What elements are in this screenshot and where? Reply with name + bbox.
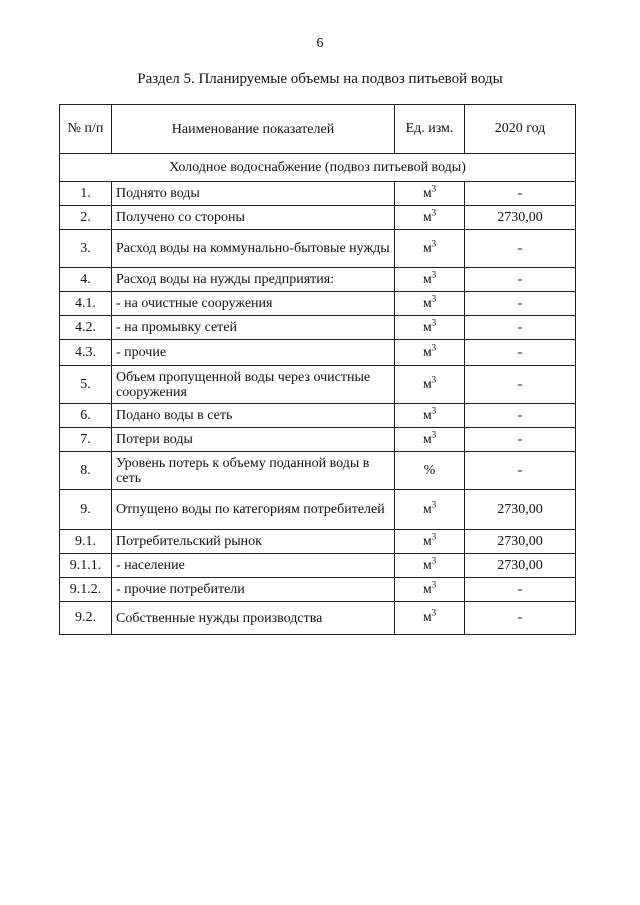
row-num xyxy=(60,316,112,340)
row-value-text: - xyxy=(517,431,523,447)
row-num xyxy=(60,452,112,490)
table-row xyxy=(60,404,576,428)
row-unit-text: м xyxy=(422,431,432,447)
row-name xyxy=(112,602,395,635)
row-num xyxy=(60,404,112,428)
row-unit xyxy=(395,578,465,602)
row-value xyxy=(465,490,576,530)
group-label: Холодное водоснабжение (подвоз питьевой воды) xyxy=(60,154,576,182)
row-value-text: - xyxy=(517,344,523,360)
row-name-text: Получено со стороны xyxy=(116,210,245,225)
table-row xyxy=(60,452,576,490)
row-unit-text: м xyxy=(422,240,432,256)
table-row xyxy=(60,578,576,602)
unit-superscript: 3 xyxy=(431,554,437,565)
row-name-text: Потери воды xyxy=(116,432,193,447)
row-name xyxy=(112,428,395,452)
row-value xyxy=(465,182,576,206)
row-value xyxy=(465,230,576,268)
row-num-text: 4.3. xyxy=(75,344,96,360)
row-name xyxy=(112,230,395,268)
section-title: Раздел 5. Планируемые объемы на подвоз питьевой воды xyxy=(137,71,503,87)
unit-superscript: 3 xyxy=(431,206,437,217)
row-name xyxy=(112,182,395,206)
row-name xyxy=(112,316,395,340)
row-unit-text: м xyxy=(422,610,432,625)
row-unit-text: м xyxy=(422,185,432,201)
row-num-text: 9.1.2. xyxy=(69,581,102,597)
row-name-text: - прочие xyxy=(116,345,167,360)
row-unit xyxy=(395,268,465,292)
unit-superscript: 3 xyxy=(431,530,437,541)
row-num-text: 6. xyxy=(80,407,91,423)
row-name-text: Расход воды на коммунально-бытовые нужды xyxy=(116,241,390,256)
group-row xyxy=(60,154,576,182)
row-value-text: 2730,00 xyxy=(497,557,543,573)
row-unit-text: % xyxy=(423,462,436,478)
row-unit xyxy=(395,206,465,230)
row-unit xyxy=(395,404,465,428)
row-name xyxy=(112,366,395,404)
table-row xyxy=(60,366,576,404)
row-num xyxy=(60,490,112,530)
row-unit xyxy=(395,230,465,268)
unit-superscript: 3 xyxy=(431,428,437,439)
table-row xyxy=(60,530,576,554)
row-value xyxy=(465,602,576,635)
row-num-text: 7. xyxy=(80,431,91,447)
table-header-row xyxy=(60,105,576,154)
row-unit-text: м xyxy=(422,319,432,335)
header-year: 2020 год xyxy=(465,105,576,154)
row-name-text: Поднято воды xyxy=(116,186,200,201)
row-value xyxy=(465,340,576,366)
row-unit-text: м xyxy=(422,271,432,287)
unit-superscript: 3 xyxy=(431,404,437,415)
row-name-text: Уровень потерь к объему поданной воды в сеть xyxy=(116,455,370,486)
row-name-text: Расход воды на нужды предприятия: xyxy=(116,272,335,287)
table-row xyxy=(60,292,576,316)
row-name xyxy=(112,554,395,578)
row-num xyxy=(60,366,112,404)
row-value xyxy=(465,292,576,316)
row-value-text: 2730,00 xyxy=(497,209,543,225)
row-num xyxy=(60,206,112,230)
row-unit xyxy=(395,554,465,578)
row-num xyxy=(60,292,112,316)
row-name-text: - население xyxy=(116,558,185,573)
row-name xyxy=(112,578,395,602)
row-unit-text: м xyxy=(422,581,432,597)
row-value xyxy=(465,452,576,490)
row-unit-text: м xyxy=(422,557,432,573)
row-value-text: - xyxy=(517,185,523,201)
row-name xyxy=(112,490,395,530)
row-name-text: Потребительский рынок xyxy=(116,534,262,549)
row-unit-text: м xyxy=(422,209,432,225)
row-value xyxy=(465,206,576,230)
row-name xyxy=(112,452,395,490)
row-num xyxy=(60,182,112,206)
table-row xyxy=(60,268,576,292)
row-value-text: 2730,00 xyxy=(497,533,543,549)
unit-superscript: 3 xyxy=(431,268,437,279)
volumes-table xyxy=(59,104,576,635)
row-num-text: 9.2. xyxy=(75,610,96,625)
row-name-text: - на промывку сетей xyxy=(116,320,237,335)
table-row xyxy=(60,428,576,452)
row-num-text: 4.1. xyxy=(75,295,96,311)
unit-superscript: 3 xyxy=(431,237,437,248)
row-num-text: 4. xyxy=(80,271,91,287)
row-name-text: - прочие потребители xyxy=(116,582,245,597)
table-row xyxy=(60,206,576,230)
row-unit xyxy=(395,366,465,404)
row-unit xyxy=(395,340,465,366)
row-unit xyxy=(395,602,465,635)
row-name xyxy=(112,404,395,428)
row-value xyxy=(465,404,576,428)
header-num: № п/п xyxy=(60,105,112,154)
row-value-text: - xyxy=(517,376,523,392)
unit-superscript: 3 xyxy=(431,373,437,384)
row-num-text: 5. xyxy=(80,376,91,392)
row-unit xyxy=(395,182,465,206)
row-unit xyxy=(395,530,465,554)
row-unit xyxy=(395,292,465,316)
row-num xyxy=(60,428,112,452)
row-num-text: 2. xyxy=(80,209,91,225)
row-num xyxy=(60,578,112,602)
row-num-text: 1. xyxy=(80,185,91,201)
table-row xyxy=(60,602,576,635)
table-row xyxy=(60,182,576,206)
row-value xyxy=(465,268,576,292)
table-row xyxy=(60,316,576,340)
row-value-text: - xyxy=(517,610,523,625)
header-unit: Ед. изм. xyxy=(395,105,465,154)
row-name-text: Объем пропущенной воды через очистные сооружения xyxy=(116,369,371,400)
unit-superscript: 3 xyxy=(431,498,437,509)
row-value-text: - xyxy=(517,240,523,256)
row-value-text: - xyxy=(517,581,523,597)
row-num xyxy=(60,340,112,366)
row-num xyxy=(60,602,112,635)
row-name xyxy=(112,340,395,366)
unit-superscript: 3 xyxy=(431,316,437,327)
row-num-text: 3. xyxy=(80,240,91,256)
row-num-text: 8. xyxy=(80,462,91,478)
row-value xyxy=(465,554,576,578)
row-value-text: - xyxy=(517,271,523,287)
row-num xyxy=(60,530,112,554)
table-row xyxy=(60,230,576,268)
row-unit-text: м xyxy=(422,501,432,517)
row-num-text: 9. xyxy=(80,501,91,517)
row-name-text: Подано воды в сеть xyxy=(116,408,233,423)
row-num-text: 4.2. xyxy=(75,319,96,335)
row-name-text: - на очистные сооружения xyxy=(116,296,273,311)
unit-superscript: 3 xyxy=(431,607,437,618)
table-row xyxy=(60,490,576,530)
row-unit-text: м xyxy=(422,533,432,549)
row-unit-text: м xyxy=(422,376,432,392)
row-value-text: - xyxy=(517,295,523,311)
row-num-text: 9.1. xyxy=(75,533,96,549)
row-num xyxy=(60,230,112,268)
row-unit xyxy=(395,428,465,452)
unit-superscript: 3 xyxy=(431,341,437,352)
row-value xyxy=(465,578,576,602)
row-name xyxy=(112,530,395,554)
row-value xyxy=(465,428,576,452)
row-num xyxy=(60,554,112,578)
row-name xyxy=(112,206,395,230)
row-num xyxy=(60,268,112,292)
row-unit xyxy=(395,316,465,340)
unit-superscript: 3 xyxy=(431,292,437,303)
page-number: 6 xyxy=(316,36,324,51)
table-row xyxy=(60,554,576,578)
unit-superscript: 3 xyxy=(431,578,437,589)
row-unit xyxy=(395,452,465,490)
row-value-text: - xyxy=(517,462,523,478)
row-value xyxy=(465,366,576,404)
header-name: Наименование показателей xyxy=(112,105,395,154)
row-unit-text: м xyxy=(422,295,432,311)
unit-superscript: 3 xyxy=(431,182,437,193)
row-name-text: Собственные нужды производства xyxy=(116,610,323,626)
row-name-text: Отпущено воды по категориям потребителей xyxy=(116,502,385,517)
row-value xyxy=(465,530,576,554)
row-value-text: 2730,00 xyxy=(497,501,543,517)
row-value-text: - xyxy=(517,319,523,335)
row-value xyxy=(465,316,576,340)
row-name xyxy=(112,268,395,292)
row-num-text: 9.1.1. xyxy=(69,557,102,573)
row-name xyxy=(112,292,395,316)
row-unit xyxy=(395,490,465,530)
row-value-text: - xyxy=(517,407,523,423)
row-unit-text: м xyxy=(422,344,432,360)
row-unit-text: м xyxy=(422,407,432,423)
table-row xyxy=(60,340,576,366)
